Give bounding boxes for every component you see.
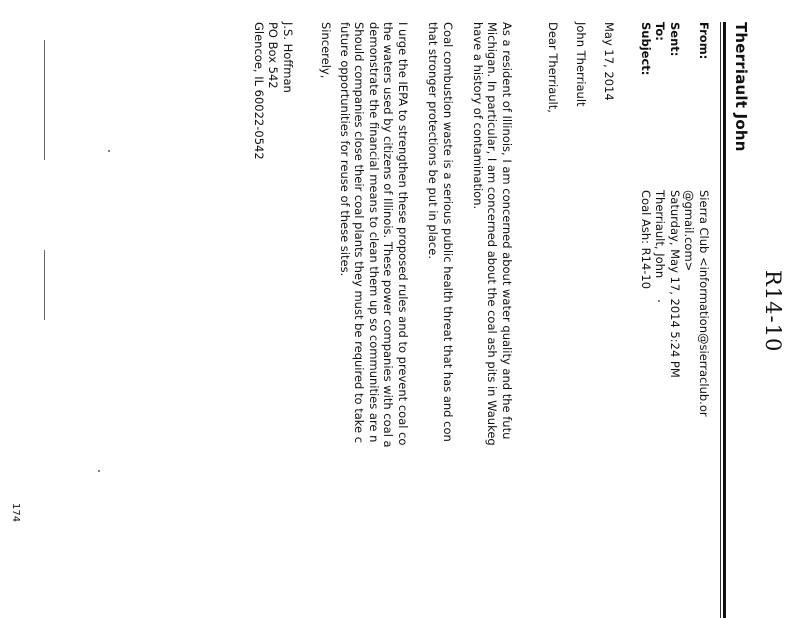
- scan-artifact-line: [44, 40, 45, 160]
- salutation: Dear Therriault,: [546, 22, 560, 113]
- body-paragraph: As a resident of Illinois, I am concerned about water quality and the futu Michigan. In particular, I am concerned about the coal ash pits in Waukeg have a history of contamination.: [471, 22, 514, 446]
- body-paragraph: I urge the IEPA to strengthen these proposed rules and to prevent coal co the waters used by citizens of Illinois. These power companies with coal a demonstrate the financial means to clean them up so communities are n Should companies close their coal plants they must be required to take c future opportunities for reuse of these sites.: [338, 22, 410, 448]
- letter-date: May 17, 2014: [602, 22, 616, 101]
- signature-block: J.S. Hoffman PO Box 542 Glencoe, IL 60022-0542: [252, 22, 295, 160]
- header-rule: [723, 22, 726, 618]
- header-rule-thin: [720, 22, 721, 618]
- from-label: From:: [697, 22, 711, 60]
- scan-speck: [658, 300, 660, 302]
- closing: Sincerely,: [319, 22, 333, 79]
- subject-value: Coal Ash: R14-10: [639, 190, 653, 290]
- spacer: [682, 22, 697, 75]
- from-value: Sierra Club <information@sierraclub.or: [697, 190, 711, 417]
- sent-value: Saturday, May 17, 2014 5:24 PM: [668, 190, 682, 378]
- sender-name: Therriault John: [732, 22, 750, 152]
- scan-speck: [98, 470, 100, 472]
- subject-label: Subject:: [639, 22, 653, 76]
- sent-label: Sent:: [668, 22, 682, 57]
- scan-artifact-line: [44, 250, 45, 320]
- from-value-cont: @gmail.com>: [682, 190, 697, 272]
- body-paragraph: Coal combustion waste is a serious public health threat that has and con that stronger protections be put in place.: [426, 22, 455, 442]
- to-value: Therriault, John: [653, 190, 668, 279]
- email-header-labels: [639, 22, 712, 75]
- addressee: John Therriault: [574, 22, 588, 107]
- email-header-values: [639, 190, 712, 618]
- to-label: To:: [653, 22, 668, 41]
- page-number: 174: [10, 503, 21, 523]
- scan-speck: [108, 150, 110, 152]
- document-number: R14-10: [761, 270, 785, 353]
